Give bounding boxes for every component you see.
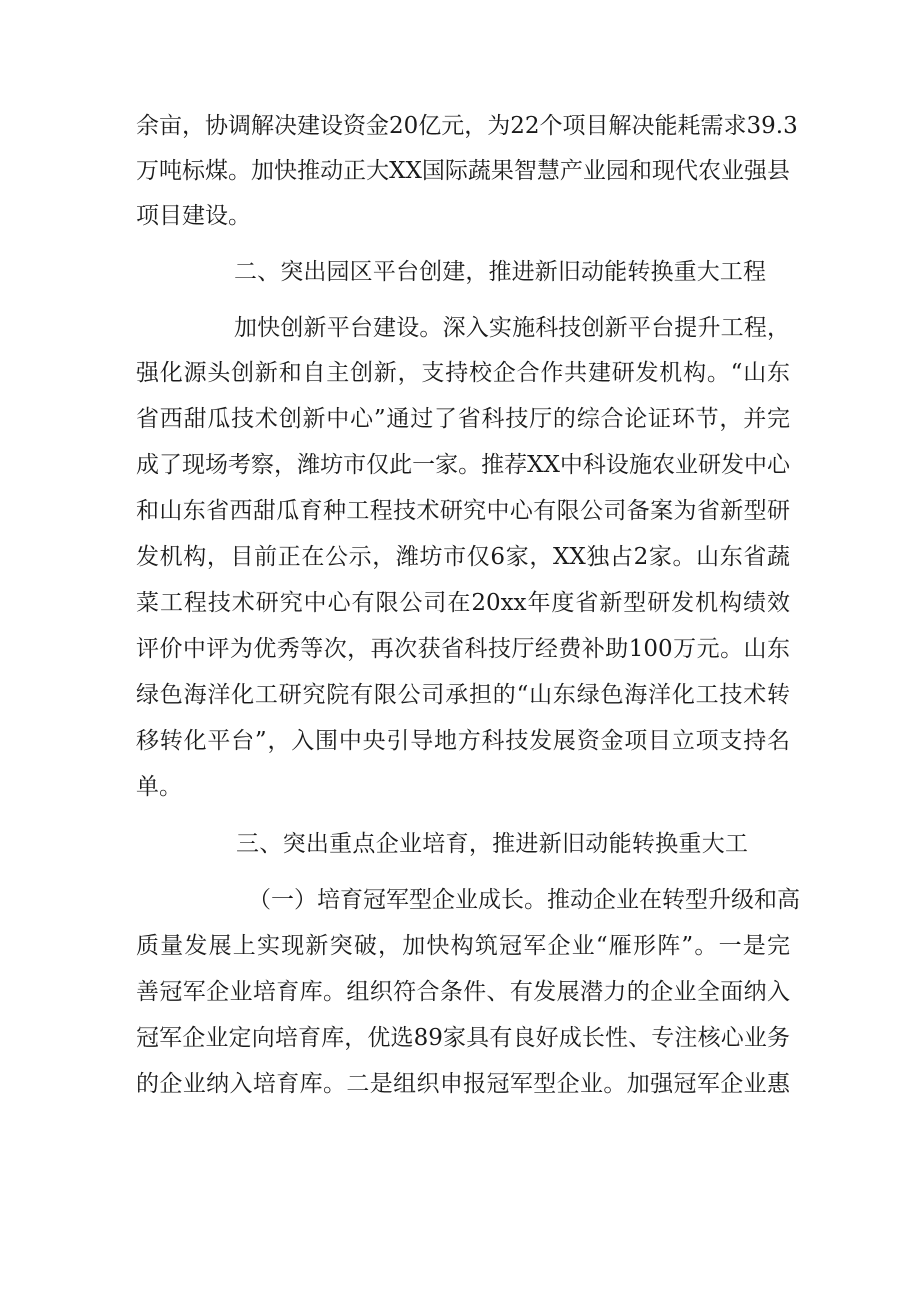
paragraph-line: 绿色海洋化工研究院有限公司承担的“山东绿色海洋化工技术转: [136, 682, 790, 708]
paragraph-line: 菜工程技术研究中心有限公司在20xx年度省新型研发机构绩效: [136, 590, 790, 616]
paragraph-line: 单。: [136, 774, 182, 800]
paragraph-line: 的企业纳入培育库。二是组织申报冠军型企业。加强冠军企业惠: [136, 1071, 790, 1097]
paragraph-line: 冠军企业定向培育库，优选89家具有良好成长性、专注核心业务: [136, 1025, 790, 1051]
paragraph-line: 万吨标煤。加快推动正大XX国际蔬果智慧产业园和现代农业强县: [136, 158, 790, 184]
paragraph-line: 强化源头创新和自主创新，支持校企合作共建研发机构。“山东: [136, 360, 790, 386]
paragraph-line: 和山东省西甜瓜育种工程技术研究中心有限公司备案为省新型研: [136, 498, 790, 524]
paragraph-line: 发机构，目前正在公示，潍坊市仅6家，XX独占2家。山东省蔬: [136, 544, 790, 570]
paragraph-line: 加快创新平台建设。深入实施科技创新平台提升工程，: [234, 315, 790, 341]
section-heading-3: 三、突出重点企业培育，推进新旧动能转换重大工: [236, 831, 748, 857]
paragraph-line: 移转化平台”，入围中央引导地方科技发展资金项目立项支持名: [136, 728, 790, 754]
paragraph-line: 善冠军企业培育库。组织符合条件、有发展潜力的企业全面纳入: [136, 979, 790, 1005]
paragraph-line: 评价中评为优秀等次，再次获省科技厅经费补助100万元。山东: [136, 636, 790, 662]
section-heading-2: 二、突出园区平台创建，推进新旧动能转换重大工程: [234, 259, 766, 285]
paragraph-line: 余亩，协调解决建设资金20亿元，为22个项目解决能耗需求39.3: [136, 113, 798, 139]
paragraph-line: 质量发展上实现新突破，加快构筑冠军企业“雁形阵”。一是完: [136, 933, 790, 959]
paragraph-line: 项目建设。: [136, 203, 251, 229]
paragraph-line: 成了现场考察，潍坊市仅此一家。推荐XX中科设施农业研发中心: [136, 452, 790, 478]
paragraph-line: （一）培育冠军型企业成长。推动企业在转型升级和高: [248, 887, 800, 913]
paragraph-line: 省西甜瓜技术创新中心”通过了省科技厅的综合论证环节，并完: [136, 406, 790, 432]
